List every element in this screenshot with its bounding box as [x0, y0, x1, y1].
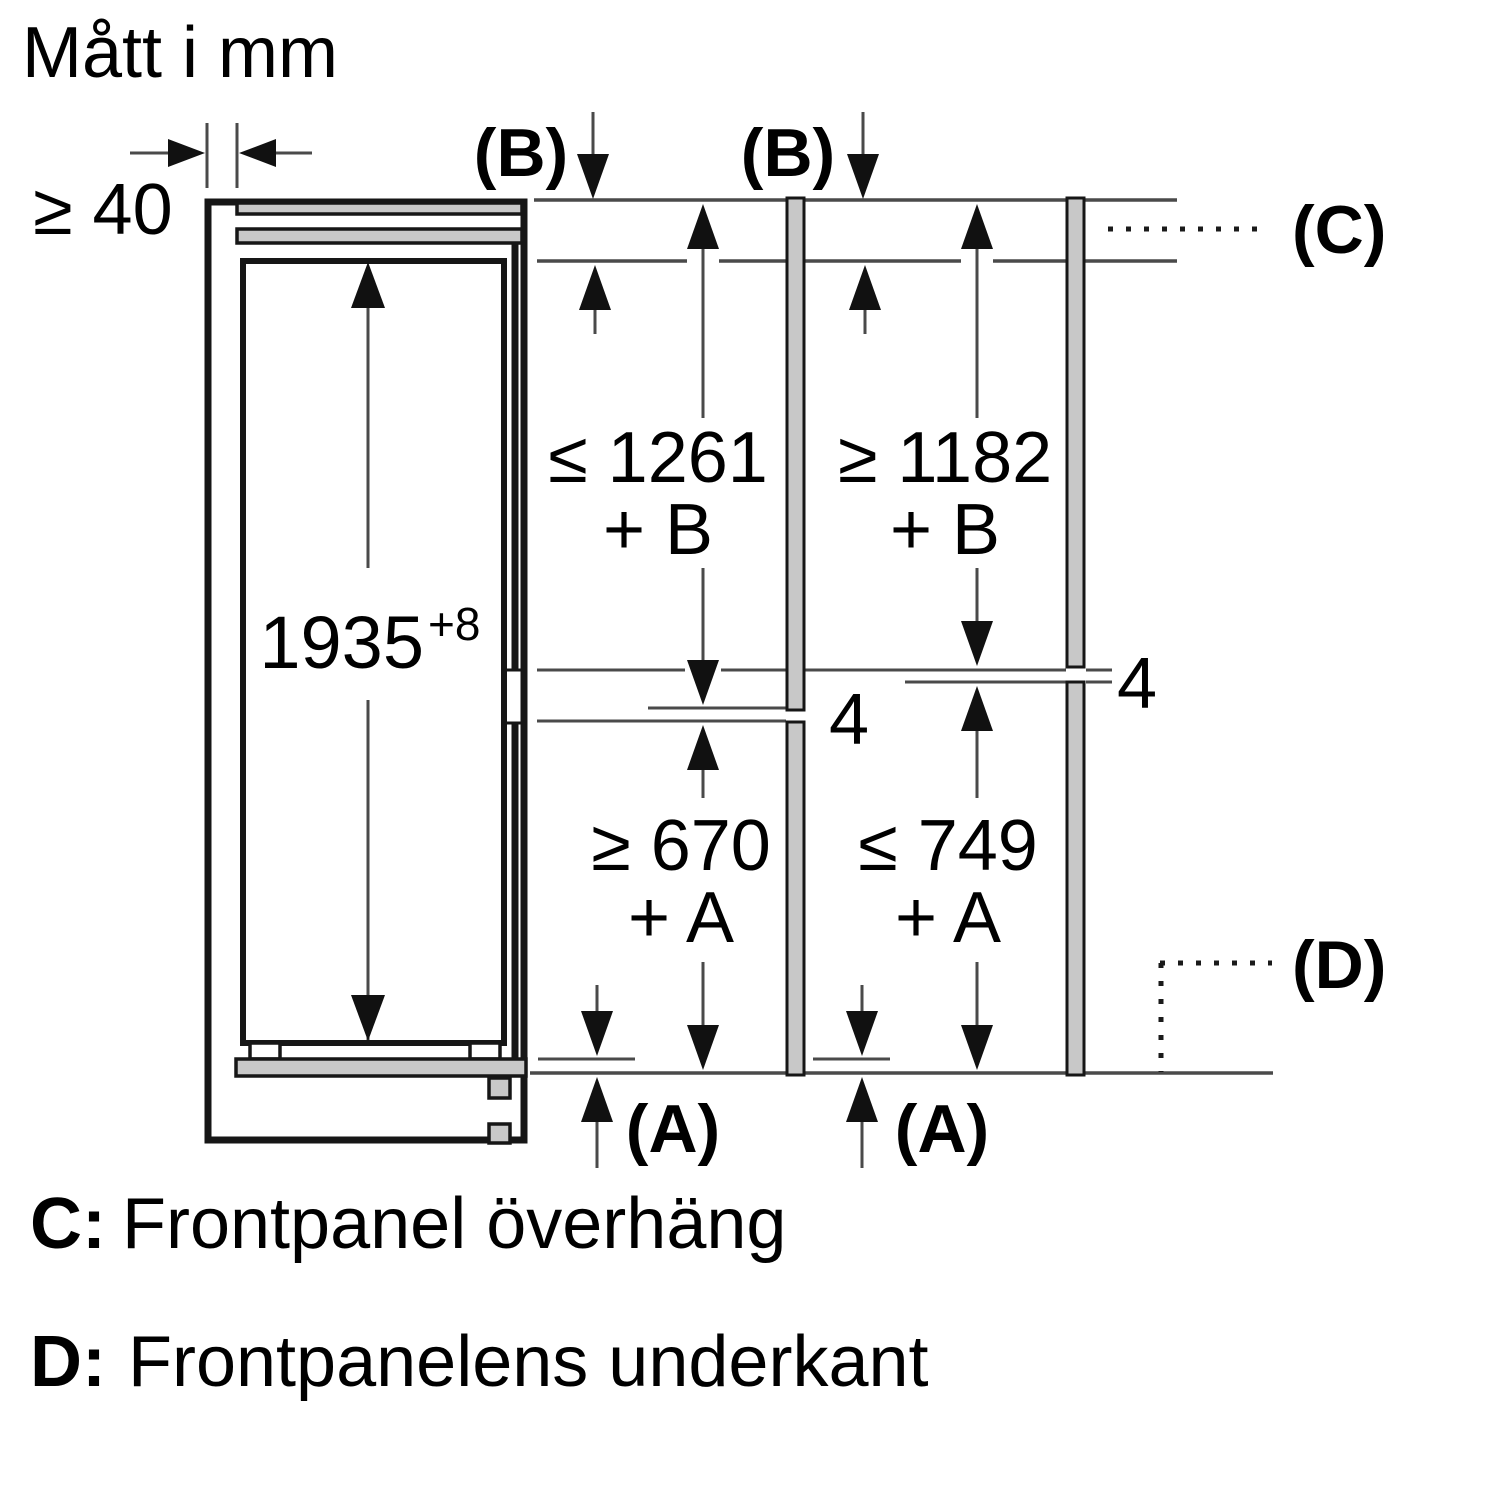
ref-c	[1108, 192, 1386, 268]
arrow-right-icon	[168, 139, 205, 167]
arrow-up-icon	[579, 265, 611, 310]
panel2-lower-addend: + A	[894, 878, 1002, 958]
dim-panel1-upper	[548, 204, 768, 705]
panel2-lower-value: ≤ 749	[858, 806, 1038, 886]
vent-bar-top	[237, 203, 522, 214]
arrow-left-icon	[239, 139, 276, 167]
ref-d	[1160, 927, 1386, 1072]
vent-bar-second	[237, 229, 522, 243]
arrow-down-icon	[687, 1025, 719, 1070]
legend-c-text: Frontpanel överhäng	[122, 1184, 787, 1264]
side-clearance-value: ≥ 40	[33, 170, 173, 250]
b-right-label: (B)	[740, 115, 836, 191]
arrow-up-icon	[846, 1077, 878, 1122]
dim-panel2-upper	[838, 204, 1052, 666]
dim-panel2-lower	[858, 686, 1038, 1070]
ref-a-left	[581, 985, 720, 1168]
arrow-down-icon	[687, 660, 719, 705]
b-left-label: (B)	[473, 115, 569, 191]
arrow-down-icon	[581, 1011, 613, 1056]
panel2-upper-value: ≥ 1182	[837, 418, 1053, 498]
legend	[30, 1184, 929, 1402]
arrow-up-icon	[961, 686, 993, 731]
ref-a-right	[846, 985, 989, 1168]
niche-height-tolerance: +8	[428, 598, 481, 650]
panel1-upper-addend: + B	[602, 490, 714, 570]
arrow-down-icon	[961, 621, 993, 666]
arrow-up-icon	[581, 1077, 613, 1122]
front-panel-2	[1067, 198, 1084, 1075]
front-panel-1	[787, 198, 804, 1075]
arrow-down-icon	[961, 1025, 993, 1070]
hinge-block-lower	[489, 1124, 510, 1143]
arrow-down-icon	[577, 154, 609, 199]
plinth-bar	[236, 1059, 526, 1076]
arrow-up-icon	[961, 204, 993, 249]
panel1-lower-value: ≥ 670	[591, 806, 771, 886]
c-label: (C)	[1292, 192, 1387, 268]
panel1-gap-value: 4	[828, 680, 870, 760]
diagram-title: Mått i mm	[22, 13, 338, 93]
arrow-up-icon	[687, 725, 719, 770]
panel1-upper-value: ≤ 1261	[548, 418, 768, 498]
hinge-block-upper	[489, 1078, 510, 1098]
panel1-lower-addend: + A	[627, 878, 735, 958]
legend-c-key: C:	[30, 1184, 106, 1264]
panel2-gap-value: 4	[1116, 644, 1158, 724]
appliance-foot-left	[250, 1043, 280, 1059]
niche-height-value: 1935	[259, 601, 424, 684]
arrow-down-icon	[847, 154, 879, 199]
appliance-foot-right	[470, 1043, 500, 1059]
dim-panel1-lower	[591, 725, 771, 1070]
a-left-label: (A)	[625, 1091, 721, 1167]
arrow-down-icon	[846, 1011, 878, 1056]
arrow-up-icon	[687, 204, 719, 249]
legend-d-text: Frontpanelens underkant	[128, 1322, 929, 1402]
arrow-up-icon	[849, 265, 881, 310]
legend-d-key: D:	[30, 1322, 106, 1402]
ref-b-right	[741, 112, 881, 334]
panel2-upper-addend: + B	[889, 490, 1001, 570]
d-label: (D)	[1292, 927, 1387, 1003]
a-right-label: (A)	[894, 1091, 990, 1167]
